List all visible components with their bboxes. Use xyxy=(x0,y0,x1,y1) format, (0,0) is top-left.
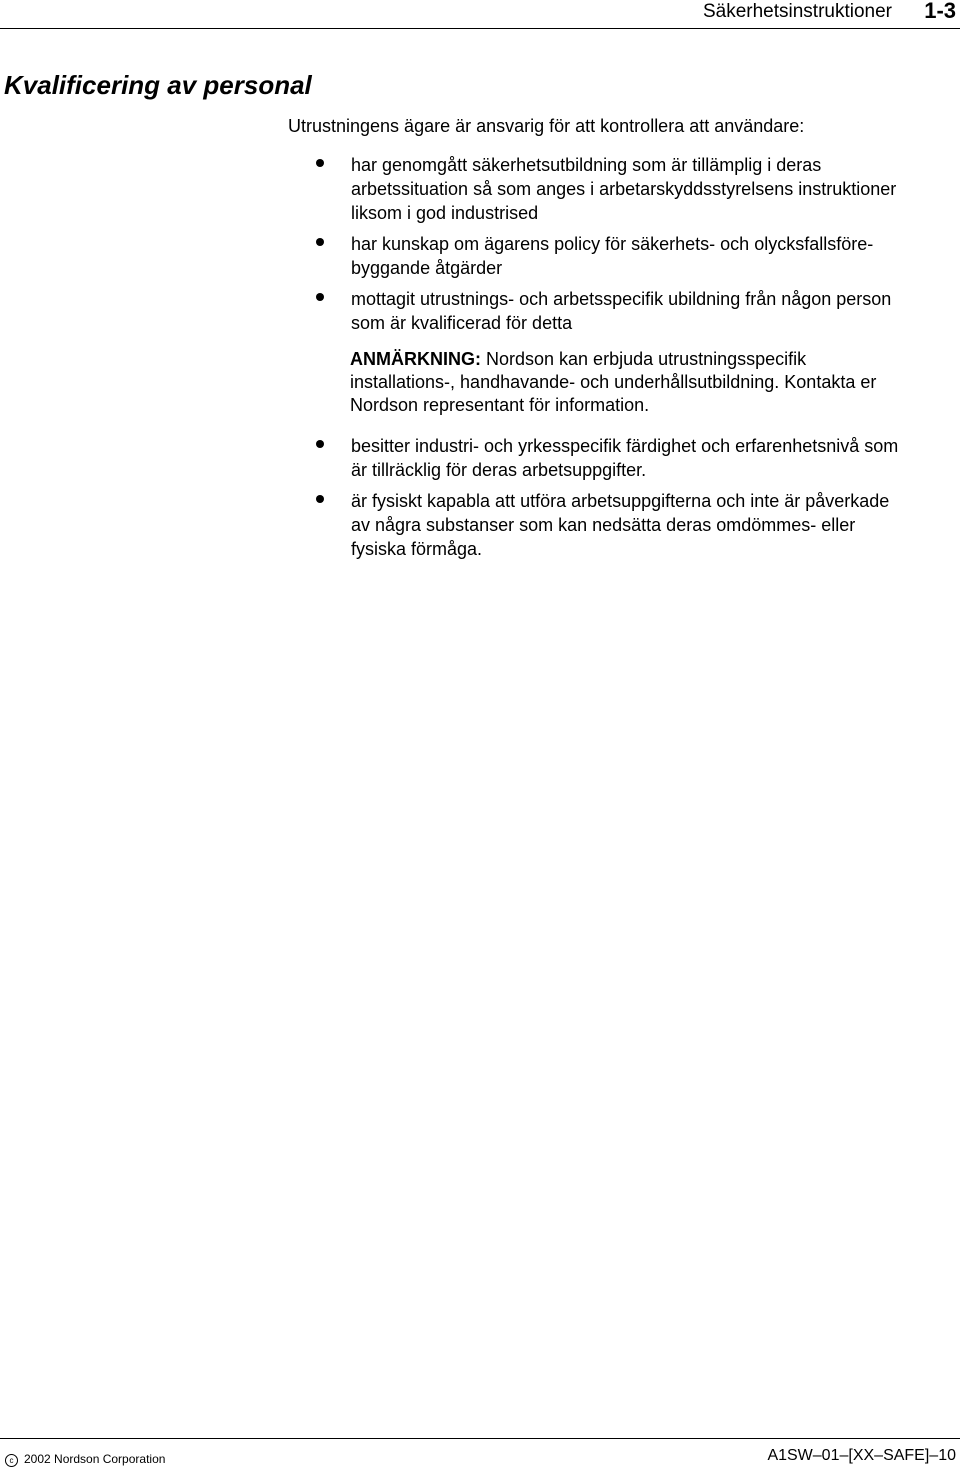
section-title: Kvalificering av personal xyxy=(4,70,312,100)
bullet-icon xyxy=(316,293,324,301)
list-item-line: av några substanser som kan nedsätta deras omdömmes- eller xyxy=(351,515,856,535)
list-item xyxy=(316,434,960,482)
footer-document-code: A1SW–01–[XX–SAFE]–10 xyxy=(767,1447,956,1464)
copyright-icon: c xyxy=(5,1454,18,1467)
list-item-line: liksom i god industrised xyxy=(351,203,539,223)
list-item-line: har kunskap om ägarens policy för säkerhets- och olycksfallsföre- xyxy=(351,234,874,254)
note-line: installations-, handhavande- och underhållsutbildning. Kontakta er xyxy=(350,372,877,392)
footer-copyright xyxy=(5,1451,165,1467)
page-header xyxy=(0,0,960,29)
copyright-text: 2002 Nordson Corporation xyxy=(24,1452,166,1466)
qualification-list-continued xyxy=(316,434,960,561)
qualification-list xyxy=(316,153,960,335)
list-item-line: som är kvalificerad för detta xyxy=(351,313,573,333)
list-item-line: är tillräcklig för deras arbetsuppgifter. xyxy=(351,460,647,480)
list-item-line: mottagit utrustnings- och arbetsspecifik ubildning från någon person xyxy=(351,289,892,309)
note-line: Nordson representant för information. xyxy=(350,395,650,415)
page-footer xyxy=(0,1438,960,1470)
header-page-number: 1-3 xyxy=(924,0,956,23)
bullet-icon xyxy=(316,495,324,503)
note-line: Nordson kan erbjuda utrustningsspecifik xyxy=(486,349,807,369)
list-item-line: besitter industri- och yrkesspecifik färdighet och erfarenhetsnivå som xyxy=(351,436,899,456)
bullet-icon xyxy=(316,238,324,246)
note xyxy=(350,348,955,417)
header-title: Säkerhetsinstruktioner xyxy=(702,1,892,22)
note-label: ANMÄRKNING: xyxy=(350,349,481,369)
list-item-line: är fysiskt kapabla att utföra arbetsuppgifterna och inte är påverkade xyxy=(351,491,890,511)
list-item xyxy=(316,287,960,335)
list-item xyxy=(316,153,960,225)
list-item-line: byggande åtgärder xyxy=(351,258,503,278)
list-item-line: arbetssituation så som anges i arbetarskyddsstyrelsens instruktioner xyxy=(351,179,897,199)
bullet-icon xyxy=(316,440,324,448)
bullet-icon xyxy=(316,159,324,167)
list-item-line: fysiska förmåga. xyxy=(351,539,483,559)
list-item xyxy=(316,489,960,561)
list-item-line: har genomgått säkerhetsutbildning som är tillämplig i deras xyxy=(351,155,822,175)
list-item xyxy=(316,232,960,280)
intro-text: Utrustningens ägare är ansvarig för att kontrollera att användare: xyxy=(288,116,805,136)
